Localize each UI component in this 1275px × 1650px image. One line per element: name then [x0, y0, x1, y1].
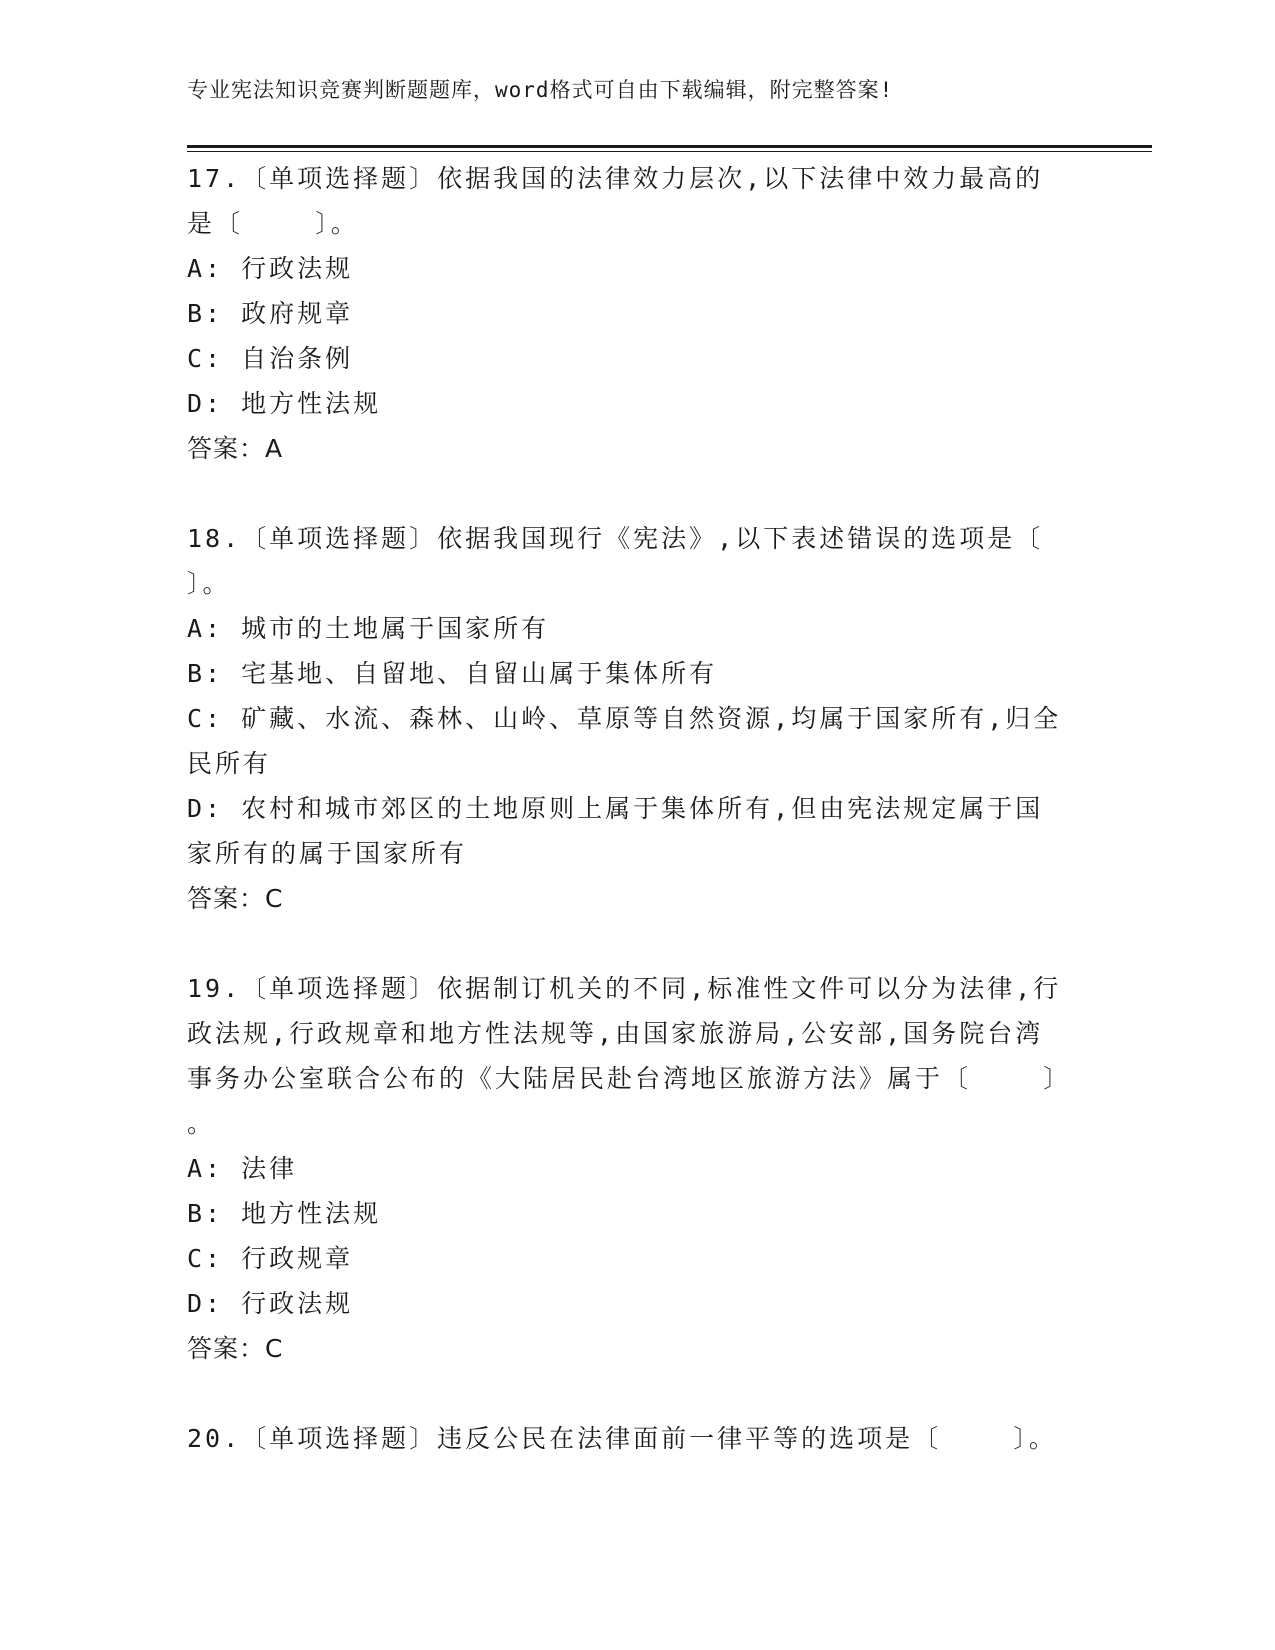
option-d: D: 农村和城市郊区的土地原则上属于集体所有,但由宪法规定属于国 [187, 794, 1044, 823]
option-d: D: 行政法规 [187, 1289, 354, 1318]
question-text-line: 事务办公室联合公布的《大陆居民赴台湾地区旅游方法》属于〔 〕 [187, 1064, 1072, 1093]
question-text-line: 〕。 [187, 569, 231, 598]
answer-line: 答案：C [187, 884, 284, 913]
header-divider-thin [187, 151, 1152, 152]
option-c: C: 自治条例 [187, 344, 354, 373]
question-list [187, 156, 1072, 1505]
answer-line: 答案：C [187, 1334, 284, 1363]
answer-line: 答案：A [187, 434, 284, 463]
option-a: A: 城市的土地属于国家所有 [187, 614, 550, 643]
question-text-line: 政法规,行政规章和地方性法规等,由国家旅游局,公安部,国务院台湾 [187, 1019, 1044, 1048]
option-b: B: 政府规章 [187, 299, 354, 328]
option-c: C: 行政规章 [187, 1244, 354, 1273]
question-text-line: 是〔 〕。 [187, 209, 359, 238]
page-header: 专业宪法知识竞赛判断题题库，word格式可自由下载编辑，附完整答案! [187, 78, 894, 102]
question-18 [187, 516, 1067, 922]
question-text-line: 17.〔单项选择题〕依据我国的法律效力层次,以下法律中效力最高的 [187, 164, 1044, 193]
option-a: A: 法律 [187, 1154, 298, 1183]
question-text-line: 19.〔单项选择题〕依据制订机关的不同,标准性文件可以分为法律,行 [187, 974, 1062, 1003]
option-c-continued: 民所有 [187, 749, 272, 778]
question-19 [187, 966, 1072, 1372]
option-d-continued: 家所有的属于国家所有 [187, 839, 468, 868]
option-b: B: 宅基地、自留地、自留山属于集体所有 [187, 659, 718, 688]
question-20 [187, 1416, 1067, 1461]
question-17 [187, 156, 1067, 472]
option-c: C: 矿藏、水流、森林、山岭、草原等自然资源,均属于国家所有,归全 [187, 704, 1062, 733]
option-d: D: 地方性法规 [187, 389, 382, 418]
question-text-line: 18.〔单项选择题〕依据我国现行《宪法》,以下表述错误的选项是〔 [187, 524, 1044, 553]
question-text-line: 。 [187, 1109, 216, 1138]
question-text-line: 20.〔单项选择题〕违反公民在法律面前一律平等的选项是〔 〕。 [187, 1424, 1057, 1453]
option-a: A: 行政法规 [187, 254, 354, 283]
option-b: B: 地方性法规 [187, 1199, 382, 1228]
header-divider-thick [187, 145, 1152, 148]
